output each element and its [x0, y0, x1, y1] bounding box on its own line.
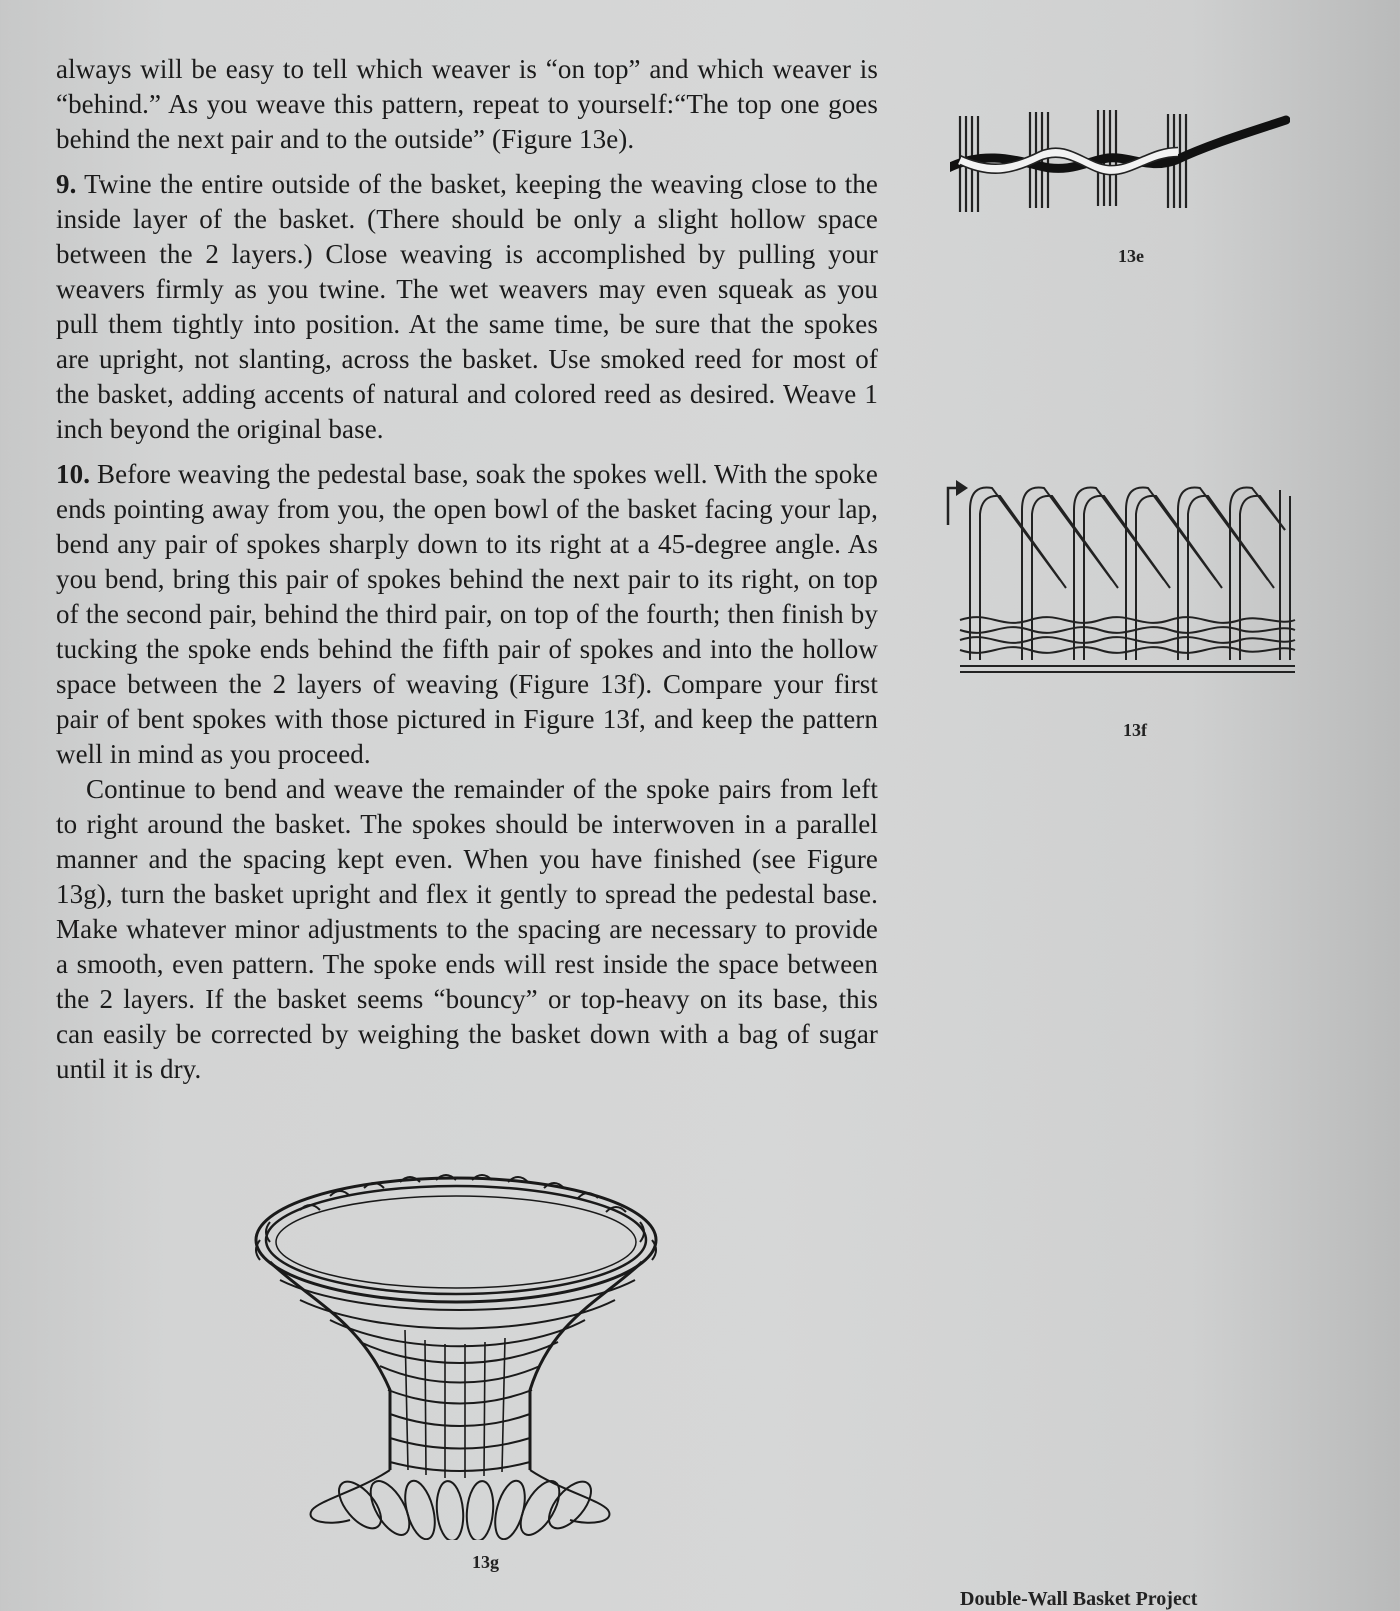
paragraph-continue: [56, 772, 878, 1087]
continue-text: Continue to bend and weave the remainder of the spoke pairs from left to right around the basket. The spokes should be interwoven in a parallel manner and the spacing kept even. When you have finished (see Figure 13g), turn the basket upright and flex it gently to spread the pedestal base. Make whatever minor adjustments to the spacing are necessary to provide a smooth, even pattern. The spoke ends will rest inside the space between the 2 layers. If the basket seems “bouncy” or top-heavy on its base, this can easily be corrected by weighing the basket down with a bag of sugar until it is dry.: [56, 774, 878, 1084]
paragraph-step-9: [56, 167, 878, 447]
figure-13f-caption: 13f: [1123, 720, 1147, 740]
figure-13f: [940, 470, 1310, 740]
paragraph-continuation: [56, 52, 878, 157]
twining-diagram: [950, 108, 1290, 218]
step-10-number: 10.: [56, 459, 91, 489]
figure-13g-caption: 13g: [472, 1552, 499, 1572]
continuation-text: always will be easy to tell which weaver is “on top” and which weaver is “behind.” As you weave this pattern, repeat to yourself:“The top one goes behind the next pair and to the outside” (Figure 13e).: [56, 54, 878, 154]
running-footer: Double-Wall Basket Project: [960, 1588, 1198, 1610]
step-9-number: 9.: [56, 169, 77, 199]
paragraph-step-10: [56, 457, 878, 772]
body-text-column: [56, 52, 878, 1097]
figure-13e-caption: 13e: [1118, 246, 1144, 266]
finished-basket-drawing: [240, 1170, 680, 1540]
figure-13g: [240, 1170, 680, 1572]
bent-spokes-diagram: [940, 470, 1310, 690]
figure-13e: [950, 108, 1290, 266]
step-10-text: Before weaving the pedestal base, soak the spokes well. With the spoke ends pointing away from you, the open bowl of the basket facing your lap, bend any pair of spokes sharply down to its right at a 45-degree angle. As you bend, bring this pair of spokes behind the next pair to its right, on top of the second pair, behind the third pair, on top of the fourth; then finish by tucking the spoke ends behind the fifth pair of spokes and into the hollow space between the 2 layers of weaving (Figure 13f). Compare your first pair of bent spokes with those pictured in Figure 13f, and keep the pattern well in mind as you proceed.: [56, 459, 878, 769]
step-9-text: Twine the entire outside of the basket, keeping the weaving close to the inside layer of the basket. (There should be only a slight hollow space between the 2 layers.) Close weaving is accomplished by pulling your weavers firmly as you twine. The wet weavers may even squeak as you pull them tightly into position. At the same time, be sure that the spokes are upright, not slanting, across the basket. Use smoked reed for most of the basket, adding accents of natural and colored reed as desired. Weave 1 inch beyond the original base.: [56, 169, 878, 444]
